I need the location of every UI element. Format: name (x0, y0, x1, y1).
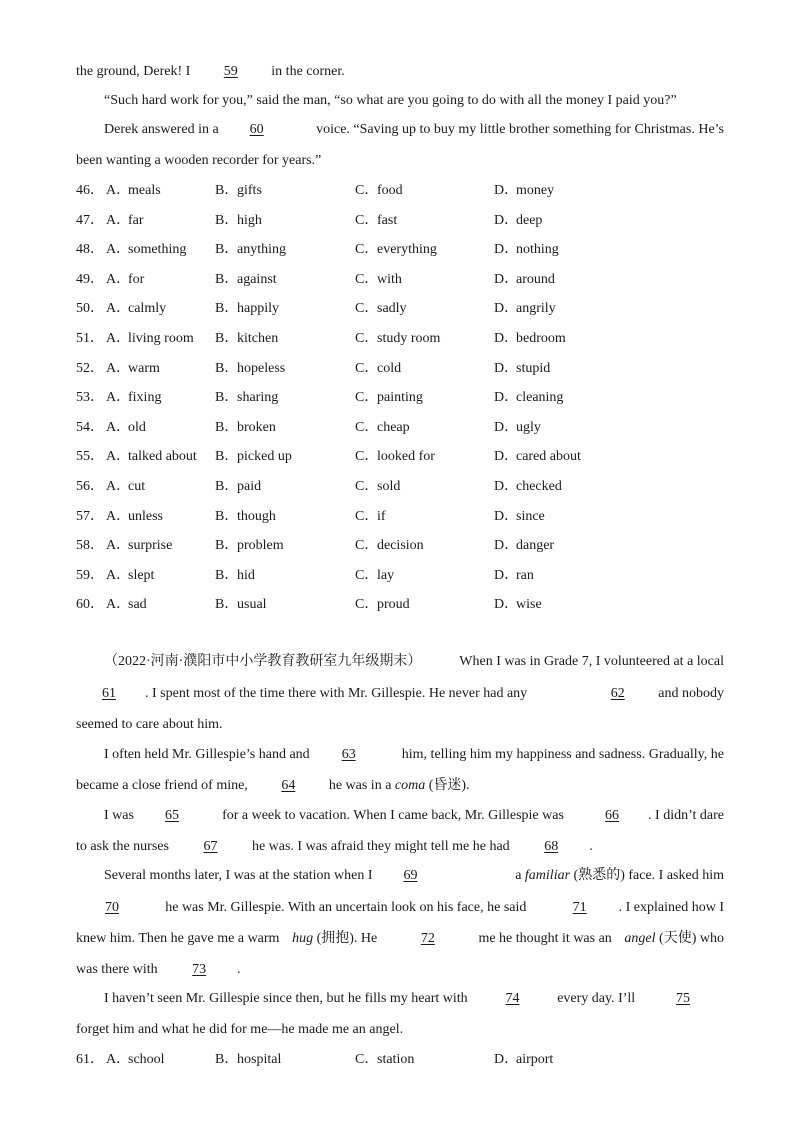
option-letter: B． (215, 301, 239, 317)
text: was there with (76, 962, 158, 977)
text: became a close friend of mine, (76, 778, 248, 793)
source-citation: （2022·河南·濮阳市中小学教育教研室九年级期末） (104, 654, 422, 669)
option-a (106, 389, 161, 407)
option-text: food (377, 183, 403, 198)
question-number: 53． (76, 390, 104, 406)
option-c (355, 419, 410, 437)
option-letter: D． (494, 419, 519, 435)
option-b (215, 537, 284, 555)
question-row (76, 241, 736, 259)
option-text: usual (237, 597, 267, 613)
question-row (76, 508, 736, 526)
option-c (355, 182, 403, 200)
option-a (106, 448, 197, 466)
option-text: cared about (516, 449, 581, 465)
option-d (494, 300, 556, 318)
option-a (106, 360, 160, 378)
question-number: 54． (76, 419, 104, 435)
question-row (76, 182, 736, 200)
option-letter: A． (106, 597, 131, 613)
option-a (106, 300, 166, 318)
text: he was Mr. Gillespie. With an uncertain look on his face, he said (165, 900, 527, 915)
option-text: everything (377, 242, 437, 258)
question-row (76, 596, 736, 614)
text: he was in a (328, 778, 392, 793)
option-b (215, 567, 255, 585)
text: . I explained how I (618, 900, 724, 915)
option-text: unless (128, 508, 163, 524)
option-a (106, 241, 186, 259)
question-number: 55． (76, 449, 104, 465)
option-letter: B． (215, 390, 239, 406)
option-b (215, 300, 279, 318)
question-row (76, 389, 736, 407)
option-text: danger (516, 538, 555, 554)
option-letter: A． (106, 479, 131, 494)
option-letter: D． (494, 1052, 519, 1067)
option-d (494, 419, 541, 437)
option-letter: C． (355, 301, 379, 317)
option-text: talked about (128, 449, 197, 465)
option-letter: B． (215, 360, 239, 376)
text: to ask the nurses (76, 839, 169, 854)
text: Derek answered in a (104, 122, 219, 137)
blank-62: 62 (610, 686, 625, 701)
option-text: ran (516, 567, 534, 583)
option-text: deep (516, 212, 543, 228)
option-text: stupid (516, 360, 551, 376)
option-c (355, 478, 400, 496)
option-letter: C． (355, 597, 379, 613)
option-text: calmly (128, 301, 167, 317)
option-a (106, 537, 172, 555)
text: him, telling him my happiness and sadness. Gradually, he (401, 747, 724, 762)
option-c (355, 360, 401, 378)
option-letter: D． (494, 479, 519, 494)
text: I was (104, 808, 134, 823)
text: . I didn’t dare (648, 808, 724, 823)
option-d (494, 1051, 553, 1069)
option-letter: A． (106, 449, 131, 465)
option-d (494, 241, 559, 259)
option-letter: B． (215, 567, 239, 583)
question-number: 52． (76, 360, 104, 376)
option-b (215, 419, 276, 437)
question-number: 50． (76, 301, 104, 317)
option-b (215, 478, 261, 496)
passage1-line1 (76, 63, 724, 81)
blank-69: 69 (403, 868, 418, 883)
option-letter: B． (215, 508, 239, 524)
option-text: fixing (128, 390, 162, 406)
option-letter: B． (215, 419, 239, 435)
option-b (215, 508, 276, 526)
option-letter: C． (355, 449, 379, 465)
option-text: sadly (377, 301, 407, 317)
option-d (494, 567, 534, 585)
option-letter: C． (355, 390, 379, 406)
option-letter: C． (355, 538, 379, 554)
blank-65: 65 (164, 808, 179, 823)
blank-60: 60 (249, 122, 264, 137)
question-number: 48． (76, 242, 104, 258)
option-c (355, 1051, 414, 1069)
passage2-line11 (76, 961, 724, 979)
text: the ground, Derek! I (76, 64, 191, 79)
passage1-line3 (104, 121, 724, 139)
question-row (76, 300, 736, 318)
blank-74: 74 (505, 991, 520, 1006)
option-text: for (128, 271, 145, 287)
option-text: anything (237, 242, 286, 258)
option-letter: C． (355, 242, 379, 258)
option-d (494, 448, 581, 466)
option-text: old (128, 419, 146, 435)
option-d (494, 389, 563, 407)
question-number: 60． (76, 597, 104, 613)
blank-73: 73 (192, 962, 207, 977)
passage2-line10 (76, 930, 724, 948)
option-d (494, 508, 545, 526)
option-text: cheap (377, 419, 410, 435)
question-row (76, 478, 736, 496)
option-text: hopeless (237, 360, 286, 376)
option-text: hospital (237, 1052, 282, 1067)
option-text: nothing (516, 242, 559, 258)
term-familiar: familiar (524, 868, 571, 883)
option-d (494, 212, 542, 230)
option-text: around (516, 271, 555, 287)
blank-61: 61 (102, 686, 116, 701)
option-text: fast (377, 212, 398, 228)
option-c (355, 389, 423, 407)
option-c (355, 596, 410, 614)
text: When I was in Grade 7, I volunteered at a local (459, 654, 724, 669)
option-letter: A． (106, 183, 131, 198)
option-letter: D． (494, 301, 519, 317)
option-text: cut (128, 479, 146, 494)
option-text: hid (237, 567, 255, 583)
blank-70: 70 (105, 900, 119, 915)
option-letter: A． (106, 271, 131, 287)
text: . I spent most of the time there with Mr. Gillespie. He never had any (145, 686, 528, 701)
option-letter: A． (106, 212, 131, 228)
option-letter: A． (106, 1052, 131, 1067)
option-letter: B． (215, 331, 239, 346)
option-text: looked for (377, 449, 435, 465)
option-d (494, 330, 566, 348)
option-letter: B． (215, 1052, 239, 1067)
option-text: living room (128, 331, 194, 346)
question-row (76, 448, 736, 466)
option-text: wise (516, 597, 542, 613)
option-text: happily (237, 301, 279, 317)
option-letter: B． (215, 449, 239, 465)
question-number: 56． (76, 479, 104, 494)
option-a (106, 508, 163, 526)
option-a (106, 212, 144, 230)
text: (拥抱). He (316, 931, 378, 946)
option-letter: C． (355, 419, 379, 435)
option-letter: C． (355, 567, 379, 583)
passage2-line2 (76, 685, 724, 703)
blank-75: 75 (675, 991, 690, 1006)
option-letter: D． (494, 331, 519, 346)
option-letter: A． (106, 301, 131, 317)
question-number: 47． (76, 212, 104, 228)
option-text: surprise (128, 538, 173, 554)
question-row (76, 271, 736, 289)
text: every day. I’ll (557, 991, 636, 1006)
option-text: something (128, 242, 187, 258)
passage2-line7 (76, 838, 724, 856)
question-row (76, 360, 736, 378)
text: me he thought it was an (478, 931, 612, 946)
option-letter: B． (215, 597, 239, 613)
blank-67: 67 (203, 839, 218, 854)
option-d (494, 596, 542, 614)
option-text: paid (237, 479, 262, 494)
option-letter: C． (355, 331, 379, 346)
term-hug: hug (292, 931, 314, 946)
option-d (494, 537, 554, 555)
text: he was. I was afraid they might tell me he had (251, 839, 510, 854)
option-letter: A． (106, 360, 131, 376)
option-text: station (377, 1052, 415, 1067)
option-text: if (377, 508, 386, 524)
passage2-line13: forget him and what he did for me—he made me an angel. (76, 1022, 404, 1037)
option-letter: B． (215, 242, 239, 258)
text: voice. “Saving up to buy my little brother something for Christmas. He’s (316, 122, 724, 137)
option-letter: B． (215, 538, 239, 554)
passage2-line6 (104, 807, 724, 825)
option-text: far (128, 212, 144, 228)
option-text: with (377, 271, 402, 287)
blank-71: 71 (572, 900, 587, 915)
text: . (237, 962, 241, 977)
option-letter: A． (106, 508, 131, 524)
option-b (215, 389, 278, 407)
option-letter: D． (494, 597, 519, 613)
option-text: broken (237, 419, 276, 435)
option-b (215, 360, 285, 378)
option-letter: C． (355, 479, 379, 494)
option-a (106, 419, 146, 437)
option-letter: D． (494, 183, 519, 198)
option-letter: C． (355, 183, 379, 198)
question-number: 59． (76, 567, 104, 583)
blank-72: 72 (420, 931, 435, 946)
question-number: 46． (76, 183, 104, 198)
option-text: sad (128, 597, 147, 613)
text: Several months later, I was at the station when I (104, 868, 373, 883)
question-row (76, 419, 736, 437)
option-letter: C． (355, 271, 379, 287)
question-number: 49． (76, 271, 104, 287)
option-letter: C． (355, 360, 379, 376)
option-letter: B． (215, 479, 239, 494)
option-letter: A． (106, 567, 131, 583)
blank-68: 68 (544, 839, 559, 854)
option-text: school (128, 1052, 165, 1067)
question-row (76, 567, 736, 585)
option-letter: A． (106, 419, 131, 435)
passage1-line2: “Such hard work for you,” said the man, “so what are you going to do with all the money I paid you?” (104, 93, 677, 108)
option-text: decision (377, 538, 424, 554)
text: and nobody (658, 686, 724, 701)
blank-59: 59 (223, 64, 238, 79)
option-c (355, 300, 407, 318)
option-letter: D． (494, 360, 519, 376)
text: for a week to vacation. When I came back, Mr. Gillespie was (222, 808, 564, 823)
option-text: since (516, 508, 545, 524)
option-text: high (237, 212, 262, 228)
option-c (355, 330, 440, 348)
option-letter: C． (355, 212, 379, 228)
option-letter: B． (215, 183, 239, 198)
question-number: 57． (76, 508, 104, 524)
option-c (355, 271, 402, 289)
term-angel: angel (624, 931, 656, 946)
option-b (215, 1051, 281, 1069)
option-b (215, 182, 262, 200)
text: I often held Mr. Gillespie’s hand and (104, 747, 310, 762)
passage2-line5 (76, 777, 724, 795)
option-letter: D． (494, 390, 519, 406)
option-c (355, 537, 424, 555)
text: knew him. Then he gave me a warm (76, 931, 280, 946)
text: (天使) who (659, 931, 724, 946)
question-row (76, 212, 736, 230)
option-letter: C． (355, 1052, 379, 1067)
question-row (76, 1051, 736, 1069)
option-text: airport (516, 1052, 554, 1067)
text: a (515, 868, 522, 883)
question-row (76, 330, 736, 348)
option-text: angrily (516, 301, 556, 317)
option-a (106, 478, 145, 496)
passage2-line9 (76, 899, 724, 917)
option-letter: D． (494, 449, 519, 465)
option-text: warm (128, 360, 160, 376)
option-d (494, 478, 562, 496)
option-text: lay (377, 567, 395, 583)
blank-63: 63 (341, 747, 356, 762)
option-text: money (516, 183, 555, 198)
passage1-line4: been wanting a wooden recorder for years.” (76, 153, 322, 168)
option-b (215, 448, 292, 466)
option-text: sold (377, 479, 401, 494)
option-a (106, 271, 144, 289)
option-c (355, 448, 435, 466)
option-text: kitchen (237, 331, 279, 346)
option-text: problem (237, 538, 284, 554)
option-letter: A． (106, 390, 131, 406)
option-a (106, 1051, 165, 1069)
option-d (494, 182, 554, 200)
passage2-line12 (104, 990, 724, 1008)
option-text: ugly (516, 419, 541, 435)
passage2-line3: seemed to care about him. (76, 717, 223, 732)
option-c (355, 241, 437, 259)
passage2-line8 (104, 867, 724, 885)
text: (熟悉的) face. I asked him (573, 868, 724, 883)
option-text: cleaning (516, 390, 564, 406)
option-letter: D． (494, 212, 519, 228)
option-text: bedroom (516, 331, 566, 346)
option-text: against (237, 271, 277, 287)
option-b (215, 596, 267, 614)
option-letter: A． (106, 331, 131, 346)
option-a (106, 567, 154, 585)
option-c (355, 567, 394, 585)
option-d (494, 360, 550, 378)
option-letter: D． (494, 508, 519, 524)
term-coma: coma (394, 778, 426, 793)
option-text: cold (377, 360, 402, 376)
option-letter: B． (215, 212, 239, 228)
option-text: painting (377, 390, 423, 406)
option-letter: D． (494, 271, 519, 287)
question-number: 51． (76, 331, 104, 346)
option-text: proud (377, 597, 410, 613)
option-letter: C． (355, 508, 379, 524)
blank-64: 64 (281, 778, 296, 793)
option-letter: A． (106, 538, 131, 554)
option-b (215, 271, 277, 289)
option-letter: D． (494, 567, 519, 583)
option-letter: B． (215, 271, 239, 287)
question-row (76, 537, 736, 555)
blank-66: 66 (605, 808, 620, 823)
option-letter: A． (106, 242, 131, 258)
option-b (215, 212, 262, 230)
option-text: though (237, 508, 276, 524)
option-text: study room (377, 331, 441, 346)
option-a (106, 596, 147, 614)
option-letter: D． (494, 242, 519, 258)
text: in the corner. (271, 64, 345, 79)
option-text: slept (128, 567, 155, 583)
passage2-line1 (76, 653, 724, 671)
text: I haven’t seen Mr. Gillespie since then, but he fills my heart with (104, 991, 468, 1006)
option-b (215, 241, 286, 259)
option-a (106, 330, 194, 348)
option-c (355, 508, 386, 526)
option-text: sharing (237, 390, 279, 406)
option-text: gifts (237, 183, 262, 198)
question-number: 61． (76, 1052, 104, 1067)
option-a (106, 182, 161, 200)
option-text: meals (128, 183, 161, 198)
question-number: 58． (76, 538, 104, 554)
option-letter: D． (494, 538, 519, 554)
option-b (215, 330, 278, 348)
option-c (355, 212, 397, 230)
text: (昏迷). (428, 778, 470, 793)
text: . (589, 839, 593, 854)
passage2-line4 (104, 746, 724, 764)
option-text: picked up (237, 449, 292, 465)
option-d (494, 271, 555, 289)
option-text: checked (516, 479, 562, 494)
